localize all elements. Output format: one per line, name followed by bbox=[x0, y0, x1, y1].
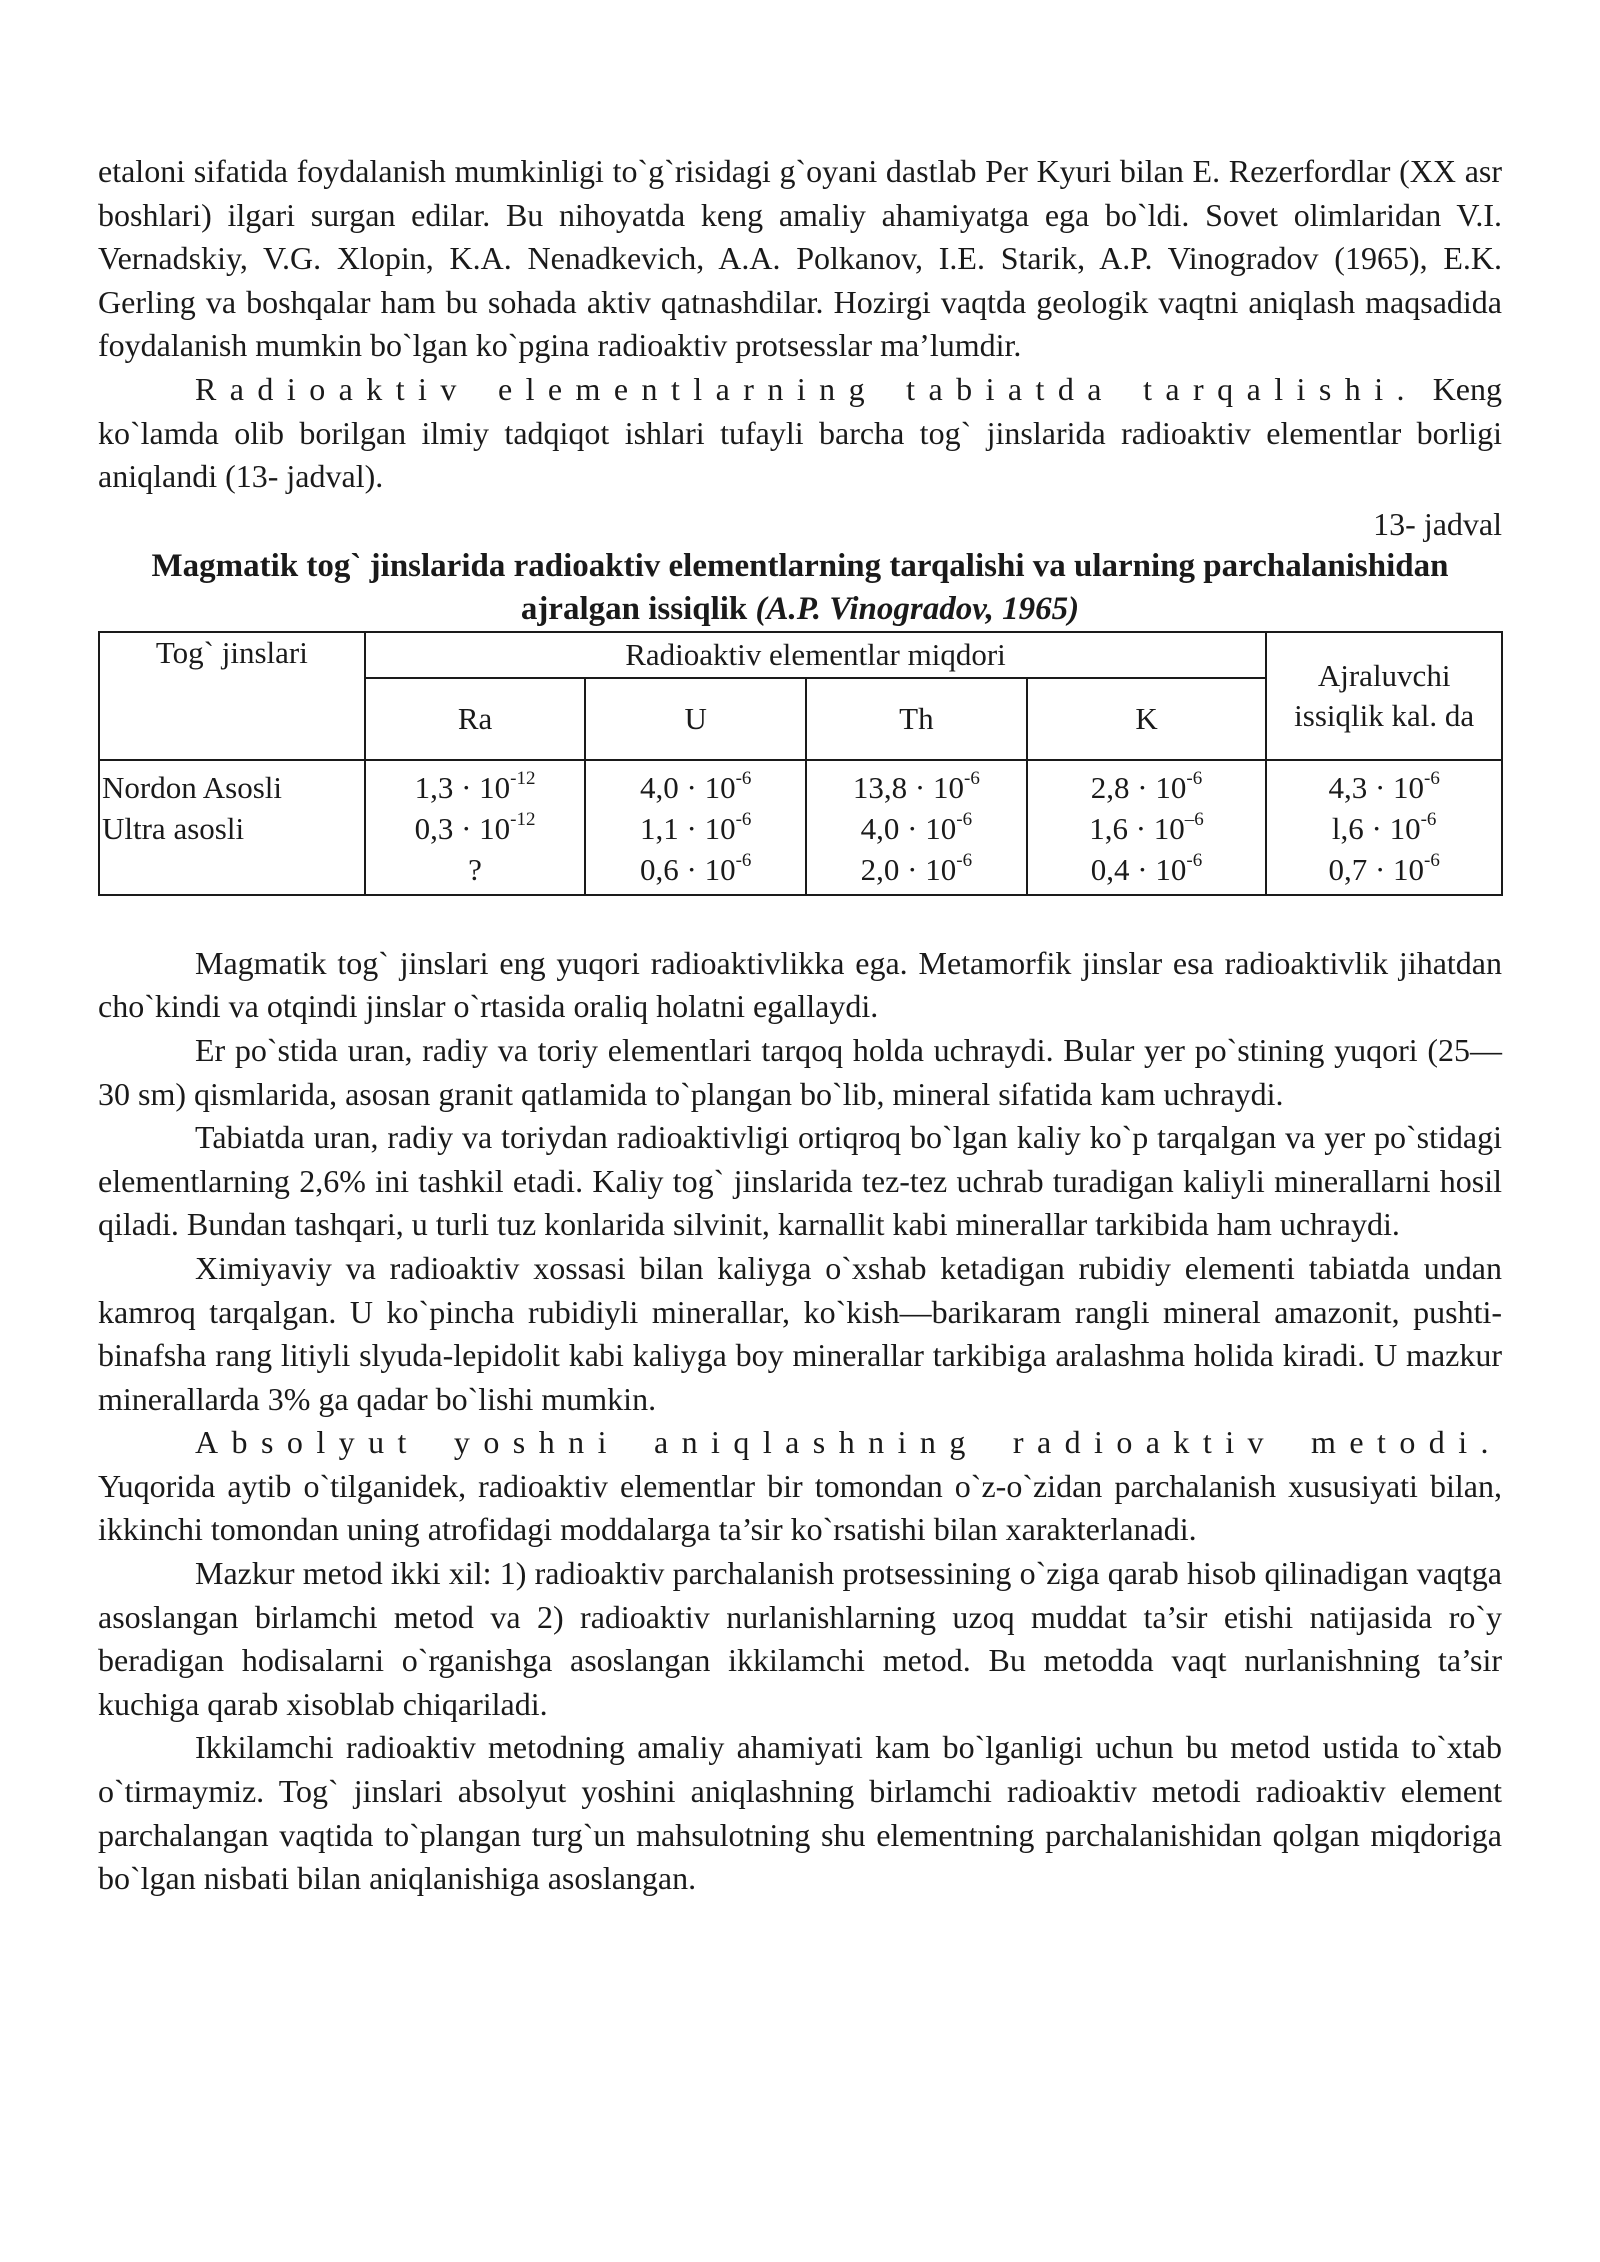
value-mantissa: 0,3 · 10 bbox=[414, 810, 511, 846]
section-paragraph bbox=[98, 368, 1502, 499]
value-mantissa: ? bbox=[468, 851, 482, 887]
table-title-text: Magmatik tog` jinslarida radioaktiv elementlarning tarqalishi va ularning parchalanishidan ajralgan issiqlik bbox=[151, 547, 1449, 627]
section-heading: Absolyut yoshni aniqlashning radioaktiv metodi. bbox=[195, 1424, 1502, 1461]
value bbox=[1032, 767, 1262, 808]
value-mantissa: 2,0 · 10 bbox=[860, 851, 957, 887]
header-ra: Ra bbox=[365, 678, 586, 760]
rock-name bbox=[102, 849, 360, 890]
paragraph: Ximiyaviy va radioaktiv xossasi bilan kaliyga o`xshab ketadigan rubidiy elementi tabiatda undan kamroq tarqalgan. U ko`pincha rubidiyli minerallar, ko`kish—barikaram rangli mineral amazonit, pushti-binafsha rang litiyli slyuda-lepidolit kabi kaliyga boy minerallar tarkibiga aralashma holida kiradi. U mazkur minerallarda 3% ga qadar bo`lishi mumkin. bbox=[98, 1249, 1502, 1417]
section-text: Keng ko`lamda olib borilgan ilmiy tadqiqot ishlari tufayli barcha tog` jinslarida radioaktiv elementlar borligi aniqlandi (13- jadval). bbox=[98, 370, 1502, 495]
value bbox=[1032, 808, 1262, 849]
value bbox=[590, 808, 801, 849]
paragraph: Magmatik tog` jinslari eng yuqori radioaktivlikka ega. Metamorfik jinslar esa radioaktivlik jihatdan cho`kindi va otqindi jinslar o`rtasida oraliq holatni egallaydi. bbox=[98, 944, 1502, 1025]
u-cell bbox=[585, 760, 806, 895]
value-mantissa: 1,1 · 10 bbox=[640, 810, 736, 846]
rock-name: Ultra asosli bbox=[102, 810, 245, 846]
paragraph: Mazkur metod ikki xil: 1) radioaktiv parchalanish protsessining o`ziga qarab hisob qilinadigan vaqtga asoslangan birlamchi metod va 2) radioaktiv nurlanishlarning uzoq muddat ta’sir etishi natijasida ro`y beradigan hodisalarni o`rganishga asoslangan ikkilamchi metod. Bu metodda vaqt nurlanishning ta’sir kuchiga qarab xisoblab chiqariladi. bbox=[98, 1555, 1502, 1722]
paragraph: Er po`stida uran, radiy va toriy elementlari tarqoq holda uchraydi. Bular yer po`stining yuqori (25—30 sm) qismlarida, asosan granit qatlamida to`plangan bo`lib, mineral sifatida kam uchraydi. bbox=[98, 1031, 1502, 1112]
value-exponent: -6 bbox=[1420, 809, 1437, 831]
value-exponent: -12 bbox=[510, 809, 536, 831]
value-mantissa: 0,6 · 10 bbox=[640, 851, 736, 887]
value-mantissa: 4,0 · 10 bbox=[860, 810, 957, 846]
value bbox=[811, 808, 1022, 849]
value bbox=[370, 767, 581, 808]
value bbox=[1032, 849, 1262, 890]
value-mantissa: 1,6 · 10 bbox=[1089, 810, 1185, 846]
paragraph: Tabiatda uran, radiy va toriydan radioaktivligi ortiqroq bo`lgan kaliy ko`p tarqalgan va yer po`stidagi elementlarning 2,6% ini tashkil etadi. Kaliy tog` jinslarida tez-tez uchrab turadigan kaliyli minerallarni hosil qiladi. Bundan tashqari, u turli tuz konlarida silvinit, karnallit kabi minerallar tarkibida ham uchraydi. bbox=[98, 1119, 1502, 1243]
value-exponent: -6 bbox=[735, 850, 752, 872]
paragraph: etaloni sifatida foydalanish mumkinligi to`g`risidagi g`oyani dastlab Per Kyuri bilan E. Rezerfordlar (XX asr boshlari) ilgari surgan edilar. Bu nihoyatda keng amaliy ahamiyatga ega bo`ldi. Sovet olimlaridan V.I. Vernadskiy, V.G. Xlopin, K.A. Nenadkevich, A.A. Polkanov, I.E. Starik, A.P. Vinogradov (1965), E.K. Gerling va boshqalar ham bu sohada aktiv qatnashdilar. Hozirgi vaqtda geologik vaqtni aniqlash maqsadida foydalanish mumkin bo`lgan ko`pgina radioaktiv protsesslar ma’lumdir. bbox=[98, 153, 1502, 364]
value bbox=[370, 849, 581, 890]
header-k: K bbox=[1027, 678, 1267, 760]
paragraph: Ikkilamchi radioaktiv metodning amaliy ahamiyati kam bo`lganligi uchun bu metod ustida to`xtab o`tirmaymiz. Tog` jinslari absolyut yoshini aniqlashning birlamchi radioaktiv metodi radioaktiv element parchalangan vaqtida to`plangan turg`un mahsulotning shu elementning parchalanishidan qolgan miqdoriga bo`lgan nisbati bilan aniqlanishiga asoslangan. bbox=[98, 1729, 1502, 1897]
header-group: Radioaktiv elementlar miqdori bbox=[365, 632, 1267, 678]
rock-cell bbox=[99, 760, 365, 895]
value bbox=[1271, 767, 1497, 808]
value-mantissa: 0,4 · 10 bbox=[1090, 851, 1187, 887]
section-paragraph bbox=[98, 1421, 1502, 1552]
value bbox=[590, 767, 801, 808]
value-exponent: -6 bbox=[964, 768, 980, 790]
value-mantissa: 13,8 · 10 bbox=[852, 769, 964, 805]
table-title bbox=[98, 545, 1502, 631]
value-exponent: -6 bbox=[956, 809, 973, 831]
value bbox=[811, 767, 1022, 808]
k-cell bbox=[1027, 760, 1267, 895]
header-th: Th bbox=[806, 678, 1027, 760]
value-exponent: -6 bbox=[1186, 850, 1203, 872]
value-mantissa: 4,0 · 10 bbox=[640, 769, 736, 805]
value bbox=[811, 849, 1022, 890]
value-mantissa: 0,7 · 10 bbox=[1328, 851, 1425, 887]
value-exponent: -6 bbox=[1424, 768, 1440, 790]
value-mantissa: 1,3 · 10 bbox=[414, 769, 511, 805]
value-exponent: -6 bbox=[735, 809, 752, 831]
value-mantissa: l,6 · 10 bbox=[1331, 810, 1421, 846]
heat-cell bbox=[1266, 760, 1502, 895]
value bbox=[1271, 849, 1497, 890]
table-row bbox=[99, 760, 1502, 895]
value-mantissa: 4,3 · 10 bbox=[1328, 769, 1425, 805]
data-table bbox=[98, 631, 1503, 896]
rock-name: Nordon Asosli bbox=[102, 769, 282, 805]
value-exponent: -12 bbox=[510, 768, 536, 790]
header-heat: Ajraluvchi issiqlik kal. da bbox=[1266, 632, 1502, 760]
th-cell bbox=[806, 760, 1027, 895]
section-heading: Radioaktiv elementlarning tabiatda tarqalishi. bbox=[195, 370, 1418, 407]
value bbox=[1271, 808, 1497, 849]
value bbox=[370, 808, 581, 849]
value-exponent: -6 bbox=[956, 850, 973, 872]
value-exponent: -6 bbox=[1424, 850, 1440, 872]
header-u: U bbox=[585, 678, 806, 760]
value-mantissa: 2,8 · 10 bbox=[1090, 769, 1187, 805]
value bbox=[590, 849, 801, 890]
header-rock: Tog` jinslari bbox=[99, 632, 365, 760]
value-exponent: –6 bbox=[1184, 809, 1204, 831]
table-title-source: (A.P. Vinogradov, 1965) bbox=[755, 590, 1080, 627]
value-exponent: -6 bbox=[735, 768, 752, 790]
section-text: Yuqorida aytib o`tilganidek, radioaktiv elementlar bir tomondan o`z-o`zidan parchalanish xususiyati bilan, ikkinchi tomondan uning atrofidagi moddalarga ta’sir ko`rsatishi bilan xarakterlanadi. bbox=[98, 1467, 1502, 1548]
table-label: 13- jadval bbox=[1373, 505, 1502, 542]
ra-cell bbox=[365, 760, 586, 895]
value-exponent: -6 bbox=[1186, 768, 1203, 790]
